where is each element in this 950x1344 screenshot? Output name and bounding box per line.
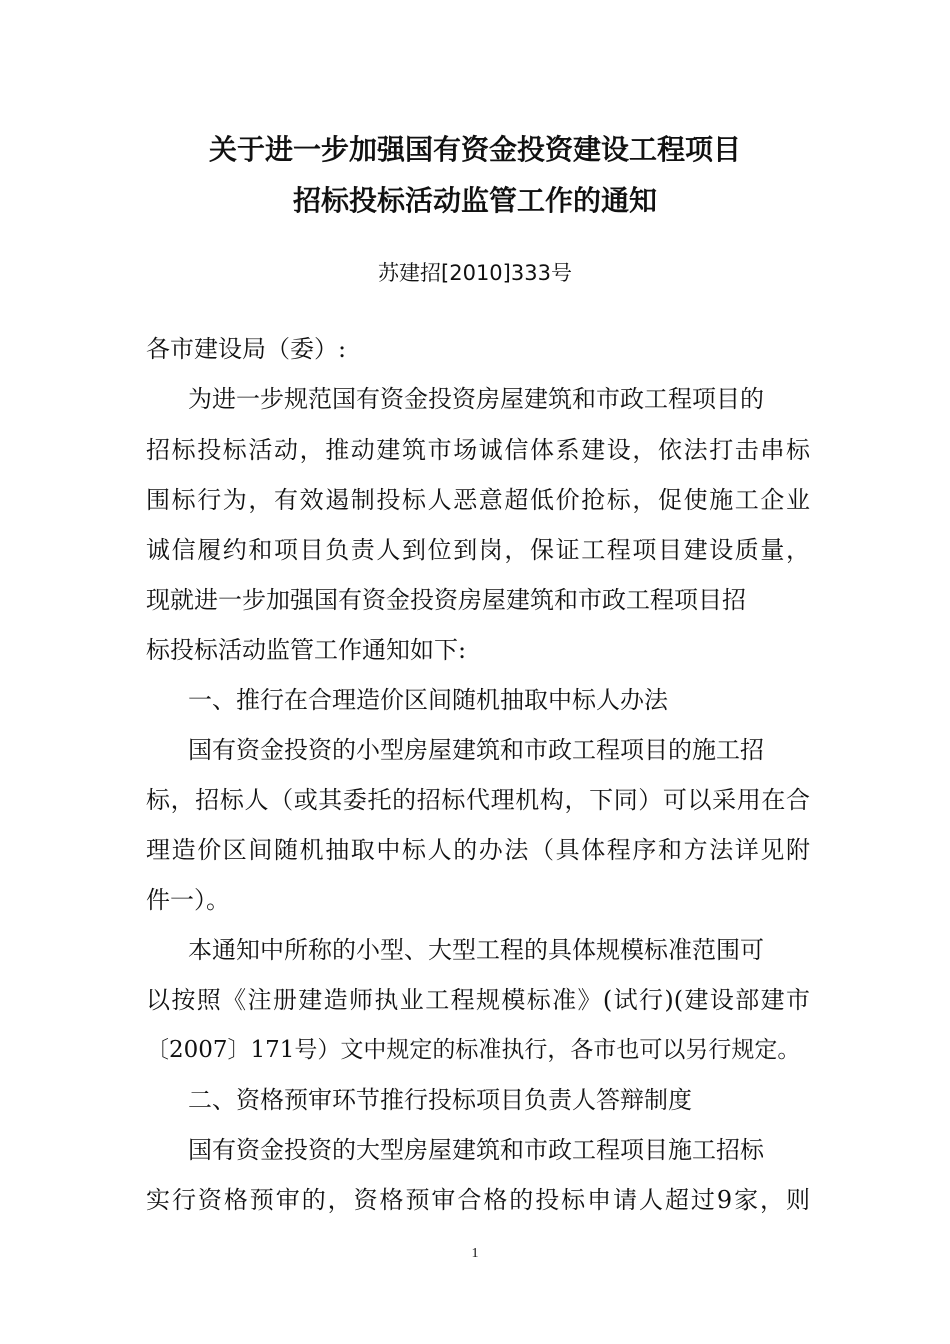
paragraph-line: 理造价区间随机抽取中标人的办法（具体程序和方法详见附 (146, 836, 810, 864)
paragraph-line: 围标行为，有效遏制投标人恶意超低价抢标，促使施工企业 (146, 486, 810, 514)
paragraph-line: 标，招标人（或其委托的招标代理机构，下同）可以采用在合 (146, 786, 810, 814)
document-title-line-1: 关于进一步加强国有资金投资建设工程项目 (208, 133, 741, 166)
paragraph-line: 国有资金投资的小型房屋建筑和市政工程项目的施工招 (188, 736, 764, 764)
paragraph-line: 实行资格预审的，资格预审合格的投标申请人超过9家，则 (146, 1186, 810, 1214)
paragraph-line: 招标投标活动，推动建筑市场诚信体系建设，依法打击串标 (146, 436, 810, 464)
paragraph-line: 诚信履约和项目负责人到位到岗，保证工程项目建设质量， (146, 536, 810, 564)
paragraph-line: 国有资金投资的大型房屋建筑和市政工程项目施工招标 (188, 1136, 764, 1164)
paragraph-line: 以按照《注册建造师执业工程规模标准》(试行)(建设部建市 (146, 986, 810, 1014)
paragraph-line: 为进一步规范国有资金投资房屋建筑和市政工程项目的 (188, 385, 764, 413)
paragraph-line: 本通知中所称的小型、大型工程的具体规模标准范围可 (188, 936, 764, 964)
document-number: 苏建招[2010]333号 (378, 261, 572, 285)
page-number: 1 (471, 1246, 479, 1261)
paragraph-line: 现就进一步加强国有资金投资房屋建筑和市政工程项目招 (146, 586, 746, 614)
paragraph-line: 〔2007〕171号）文中规定的标准执行，各市也可以另行规定。 (146, 1037, 801, 1063)
document-title-line-2: 招标投标活动监管工作的通知 (292, 184, 657, 217)
salutation: 各市建设局（委）: (146, 335, 347, 363)
section-heading-1: 一、推行在合理造价区间随机抽取中标人办法 (188, 686, 668, 714)
section-heading-2: 二、资格预审环节推行投标项目负责人答辩制度 (188, 1086, 692, 1114)
paragraph-line: 标投标活动监管工作通知如下: (146, 636, 467, 664)
paragraph-line: 件一）。 (146, 886, 230, 914)
